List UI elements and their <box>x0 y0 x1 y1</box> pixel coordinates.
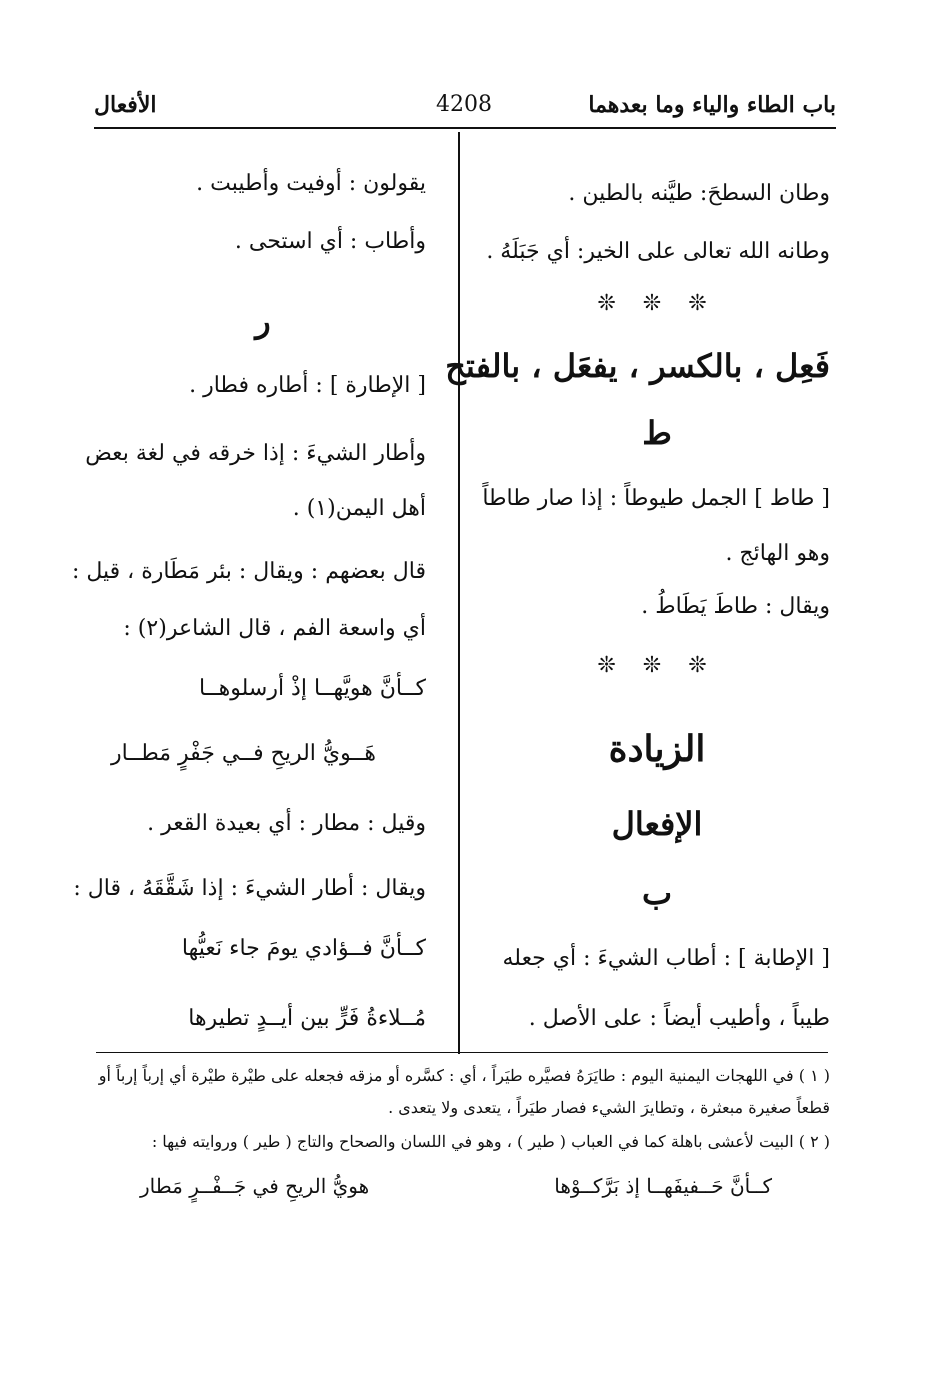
right-column-line: الإفعال <box>611 805 703 843</box>
footnote-1-line-2: قطعاً صغيرة مبعثرة ، وتطايرَ الشيء فصار طيَراً ، يتعدى ولا يتعدى . <box>388 1098 830 1117</box>
footnote-poem-second-hemistich: هويُّ الريحِ في جَــفْــرٍ مَطار <box>140 1174 370 1198</box>
right-column-line: [ طاط ] الجمل طيوطاً : إذا صار طاطاً <box>482 486 830 511</box>
left-column-line: أي واسعة الفم ، قال الشاعر(٢) : <box>123 616 426 641</box>
footnote-2-line-1: ( ٢ ) البيت لأعشى باهلة كما في العباب ( طير ) ، وهو في اللسان والصحاح والتاج ( طير ) وروايته فيها : <box>151 1132 830 1151</box>
left-column-line: [ الإطارة ] : أطاره فطار . <box>189 373 426 398</box>
left-column-line: أهل اليمن(١) . <box>292 496 426 521</box>
right-column-line: ❊ ❊ ❊ <box>597 653 717 678</box>
left-column-line: يقولون : أوفيت وأطيبت . <box>196 171 426 196</box>
left-column-line: هَــويُّ الريحِ فــي جَفْرٍ مَطــار <box>111 741 376 766</box>
right-column-line: طيباً ، وأطيب أيضاً : على الأصل . <box>528 1006 830 1031</box>
left-column-line: ويقال : أطار الشيءَ : إذا شَقَّقَهُ ، قال : <box>73 876 426 901</box>
right-column-line: ط <box>642 414 672 452</box>
chapter-title: باب الطاء والياء وما بعدهما <box>588 92 836 118</box>
left-column-line: كــأنَّ فــؤادي يومَ جاء نَعيُّها <box>181 936 426 961</box>
footnote-rule <box>96 1052 828 1053</box>
column-divider <box>458 132 460 1054</box>
left-column-line: كــأنَّ هويَّهــا إذْ أرسلوهــا <box>199 676 426 701</box>
right-column-line: وطانه الله تعالى على الخير: أي جَبَلَهُ . <box>486 239 830 264</box>
right-column-line: ب <box>641 874 673 912</box>
left-column-line: مُــلاءةُ فَرٍّ بين أيــدٍ تطيرها <box>188 1006 426 1031</box>
left-column-line: قال بعضهم : ويقال : بئر مَطَارة ، قيل : <box>71 559 426 584</box>
right-column-line: وطان السطحَ: طيَّنه بالطين . <box>568 181 830 206</box>
right-column-line: وهو الهائج . <box>725 541 830 566</box>
right-column-line: [ الإطابة ] : أطاب الشيءَ : أي جعله <box>502 946 830 971</box>
right-column-line: ويقال : طاطَ يَطَاطُ . <box>641 594 830 619</box>
page-number: 4208 <box>436 92 492 117</box>
right-column-line: ❊ ❊ ❊ <box>597 291 717 316</box>
section-title: الأفعال <box>94 92 157 118</box>
header-rule <box>94 127 836 129</box>
left-column-line: وقيل : مطار : أي بعيدة القعر . <box>147 811 426 836</box>
left-column-line: ر <box>255 302 271 340</box>
left-column-line: وأطاب : أي استحى . <box>234 229 426 254</box>
footnote-1-line-1: ( ١ ) في اللهجات اليمنية اليوم : طايَرَهُ فصيَّره طيَراً ، أي : كسَّره أو مزقه فجعله على طيْرة طيْرة أي إرباً إرباً أو <box>98 1066 830 1085</box>
left-column-line: وأطار الشيءَ : إذا خرقه في لغة بعض <box>85 441 426 466</box>
right-column-line: الزيادة <box>608 728 706 770</box>
right-column-line: فَعِل ، بالكسر ، يفعَل ، بالفتح <box>445 347 830 385</box>
footnote-poem-first-hemistich: كــأنَّ حَــفيفَهــا إذ بَرَّكــوْها <box>554 1174 772 1198</box>
